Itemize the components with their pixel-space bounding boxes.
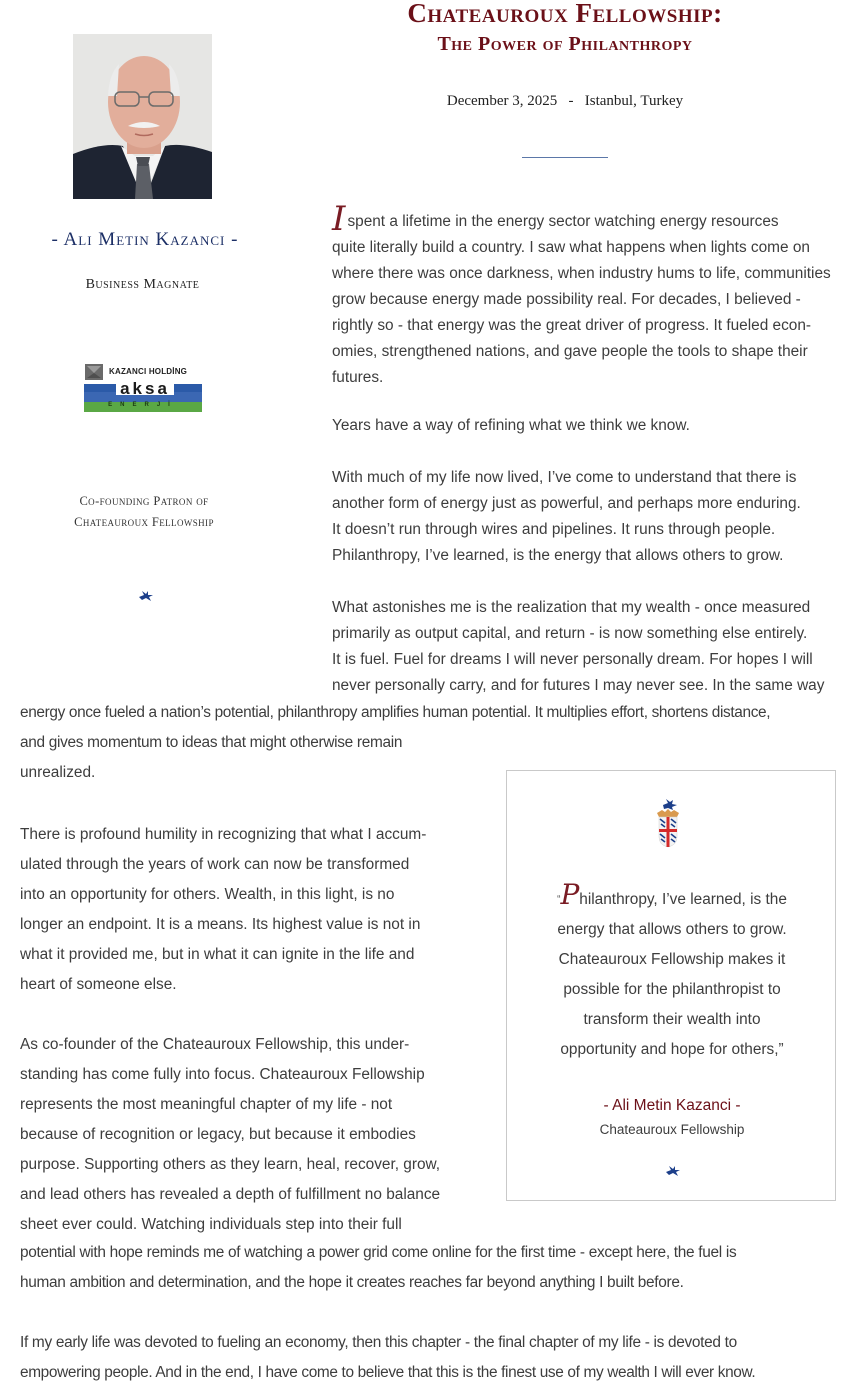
quote-attribution-name: - Ali Metin Kazanci - bbox=[603, 1097, 741, 1114]
quote-drop-cap: P bbox=[560, 878, 580, 911]
swallow-bird-icon bbox=[665, 1164, 681, 1182]
paragraph-1-line: rightly so - that energy was the great driver of progress. It fueled econ- bbox=[332, 317, 812, 334]
open-quote-mark: “ bbox=[557, 894, 561, 905]
paragraph-2-line: Years have a way of refining what we think we know. bbox=[332, 417, 690, 434]
paragraph-5-line: what it provided me, but in what it can ignite in the life and bbox=[20, 946, 415, 963]
patron-line-2: Chateauroux Fellowship bbox=[74, 515, 214, 529]
paragraph-3-line: With much of my life now lived, I’ve come to understand that there is bbox=[332, 469, 797, 486]
paragraph-1-line: omies, strengthened nations, and gave people the tools to shape their bbox=[332, 343, 808, 360]
dateline-separator: - bbox=[568, 93, 574, 109]
quote-line: opportunity and hope for others,” bbox=[560, 1041, 784, 1058]
paragraph-6-line: because of recognition or legacy, but because it embodies bbox=[20, 1126, 416, 1143]
paragraph-1-line: where there was once darkness, when industry hums to life, communities bbox=[332, 265, 831, 282]
quote-line: possible for the philanthropist to bbox=[563, 981, 781, 998]
paragraph-1-line: quite literally build a country. I saw what happens when lights come on bbox=[332, 239, 810, 256]
paragraph-4-line: never personally carry, and for futures I may never see. In the same way bbox=[332, 677, 825, 694]
paragraph-5-line: There is profound humility in recognizing that what I accum- bbox=[20, 826, 427, 843]
paragraph-4-wide-line: energy once fueled a nation’s potential, philanthropy amplifies human potential. It multiplies effort, shortens distance, bbox=[20, 704, 771, 721]
author-role: Business Magnate bbox=[85, 277, 200, 292]
dateline bbox=[300, 93, 830, 110]
paragraph-1-line: futures. bbox=[332, 369, 384, 386]
author-name: - Ali Metin Kazanci - bbox=[51, 229, 239, 250]
paragraph-5-line: ulated through the years of work can now be transformed bbox=[20, 856, 410, 873]
paragraph-4-line: What astonishes me is the realization that my wealth - once measured bbox=[332, 599, 811, 616]
title-divider bbox=[522, 157, 608, 158]
quote-attribution-org: Chateauroux Fellowship bbox=[599, 1122, 745, 1137]
paragraph-6-wide-line: potential with hope reminds me of watching a power grid come online for the first time - except here, the fuel is bbox=[20, 1244, 737, 1261]
patron-title bbox=[30, 491, 258, 533]
logo-company-text: KAZANCI HOLDİNG bbox=[109, 367, 188, 376]
paragraph-4-line: primarily as output capital, and return - is now something else entirely. bbox=[332, 625, 808, 642]
paragraph-6-line: standing has come fully into focus. Chateauroux Fellowship bbox=[20, 1066, 425, 1083]
pull-quote-text bbox=[507, 878, 837, 1065]
paragraph-7-line: If my early life was devoted to fueling an economy, then this chapter - the final chapter of my life - is devoted to bbox=[20, 1334, 737, 1351]
logo-brand-text: aksa bbox=[120, 379, 170, 398]
paragraph-3-line: another form of energy just as powerful, and perhaps more enduring. bbox=[332, 495, 801, 512]
logo-brand-subtext: ENERJİ bbox=[108, 402, 178, 408]
paragraph-3-line: Philanthropy, I’ve learned, is the energy that allows others to grow. bbox=[332, 547, 784, 564]
paragraph-3 bbox=[332, 465, 858, 569]
page-title: Chateauroux Fellowship: bbox=[407, 0, 723, 28]
paragraph-6-line: and lead others has revealed a depth of fulfillment no balance bbox=[20, 1186, 441, 1203]
patron-line-1: Co-founding Patron of bbox=[79, 494, 209, 508]
pull-quote-box bbox=[506, 770, 836, 1201]
paragraph-6 bbox=[20, 1030, 490, 1240]
date: December 3, 2025 bbox=[446, 93, 558, 109]
paragraph-4-wide-line: unrealized. bbox=[20, 764, 96, 781]
portrait-illustration bbox=[73, 34, 212, 199]
paragraph-2 bbox=[332, 413, 858, 439]
paragraph-5-line: longer an endpoint. It is a means. Its highest value is not in bbox=[20, 916, 421, 933]
quote-line: Chateauroux Fellowship makes it bbox=[558, 951, 786, 968]
paragraph-1-line bbox=[332, 199, 858, 239]
page-subtitle: The Power of Philanthropy bbox=[437, 33, 693, 55]
paragraph-6-line: purpose. Supporting others as they learn, heal, recover, grow, bbox=[20, 1156, 441, 1173]
paragraph-1-line: grow because energy made possibility real. For decades, I believed - bbox=[332, 291, 801, 308]
swallow-bird-icon bbox=[138, 589, 154, 607]
quote-line: energy that allows others to grow. bbox=[557, 921, 787, 938]
coat-of-arms-icon bbox=[654, 799, 682, 849]
paragraph-5-line: into an opportunity for others. Wealth, in this light, is no bbox=[20, 886, 395, 903]
quote-line: transform their wealth into bbox=[583, 1011, 761, 1028]
company-logo bbox=[84, 364, 202, 412]
line-text: hilanthropy, I’ve learned, is the bbox=[579, 891, 787, 908]
paragraph-5 bbox=[20, 820, 490, 1000]
paragraph-6-line: As co-founder of the Chateauroux Fellowship, this under- bbox=[20, 1036, 410, 1053]
paragraph-4-line: It is fuel. Fuel for dreams I will never personally dream. For hopes I will bbox=[332, 651, 813, 668]
paragraph-4 bbox=[332, 595, 858, 699]
drop-cap: I bbox=[332, 199, 346, 239]
location: Istanbul, Turkey bbox=[584, 93, 684, 109]
portrait-photo bbox=[73, 34, 212, 199]
paragraph-7-line: empowering people. And in the end, I have come to believe that this is the finest use of my wealth I will ever know. bbox=[20, 1364, 756, 1381]
line-text: spent a lifetime in the energy sector watching energy resources bbox=[347, 213, 779, 230]
paragraph-3-line: It doesn’t run through wires and pipelines. It runs through people. bbox=[332, 521, 776, 538]
paragraph-5-line: heart of someone else. bbox=[20, 976, 177, 993]
quote-line bbox=[507, 878, 837, 915]
paragraph-4-wide-line: and gives momentum to ideas that might otherwise remain bbox=[20, 734, 403, 751]
paragraph-6-line: represents the most meaningful chapter of my life - not bbox=[20, 1096, 393, 1113]
paragraph-1 bbox=[332, 199, 858, 391]
paragraph-6-wide-line: human ambition and determination, and the hope it creates reaches far beyond anything I built before. bbox=[20, 1274, 684, 1291]
paragraph-6-line: sheet ever could. Watching individuals step into their full bbox=[20, 1216, 402, 1233]
